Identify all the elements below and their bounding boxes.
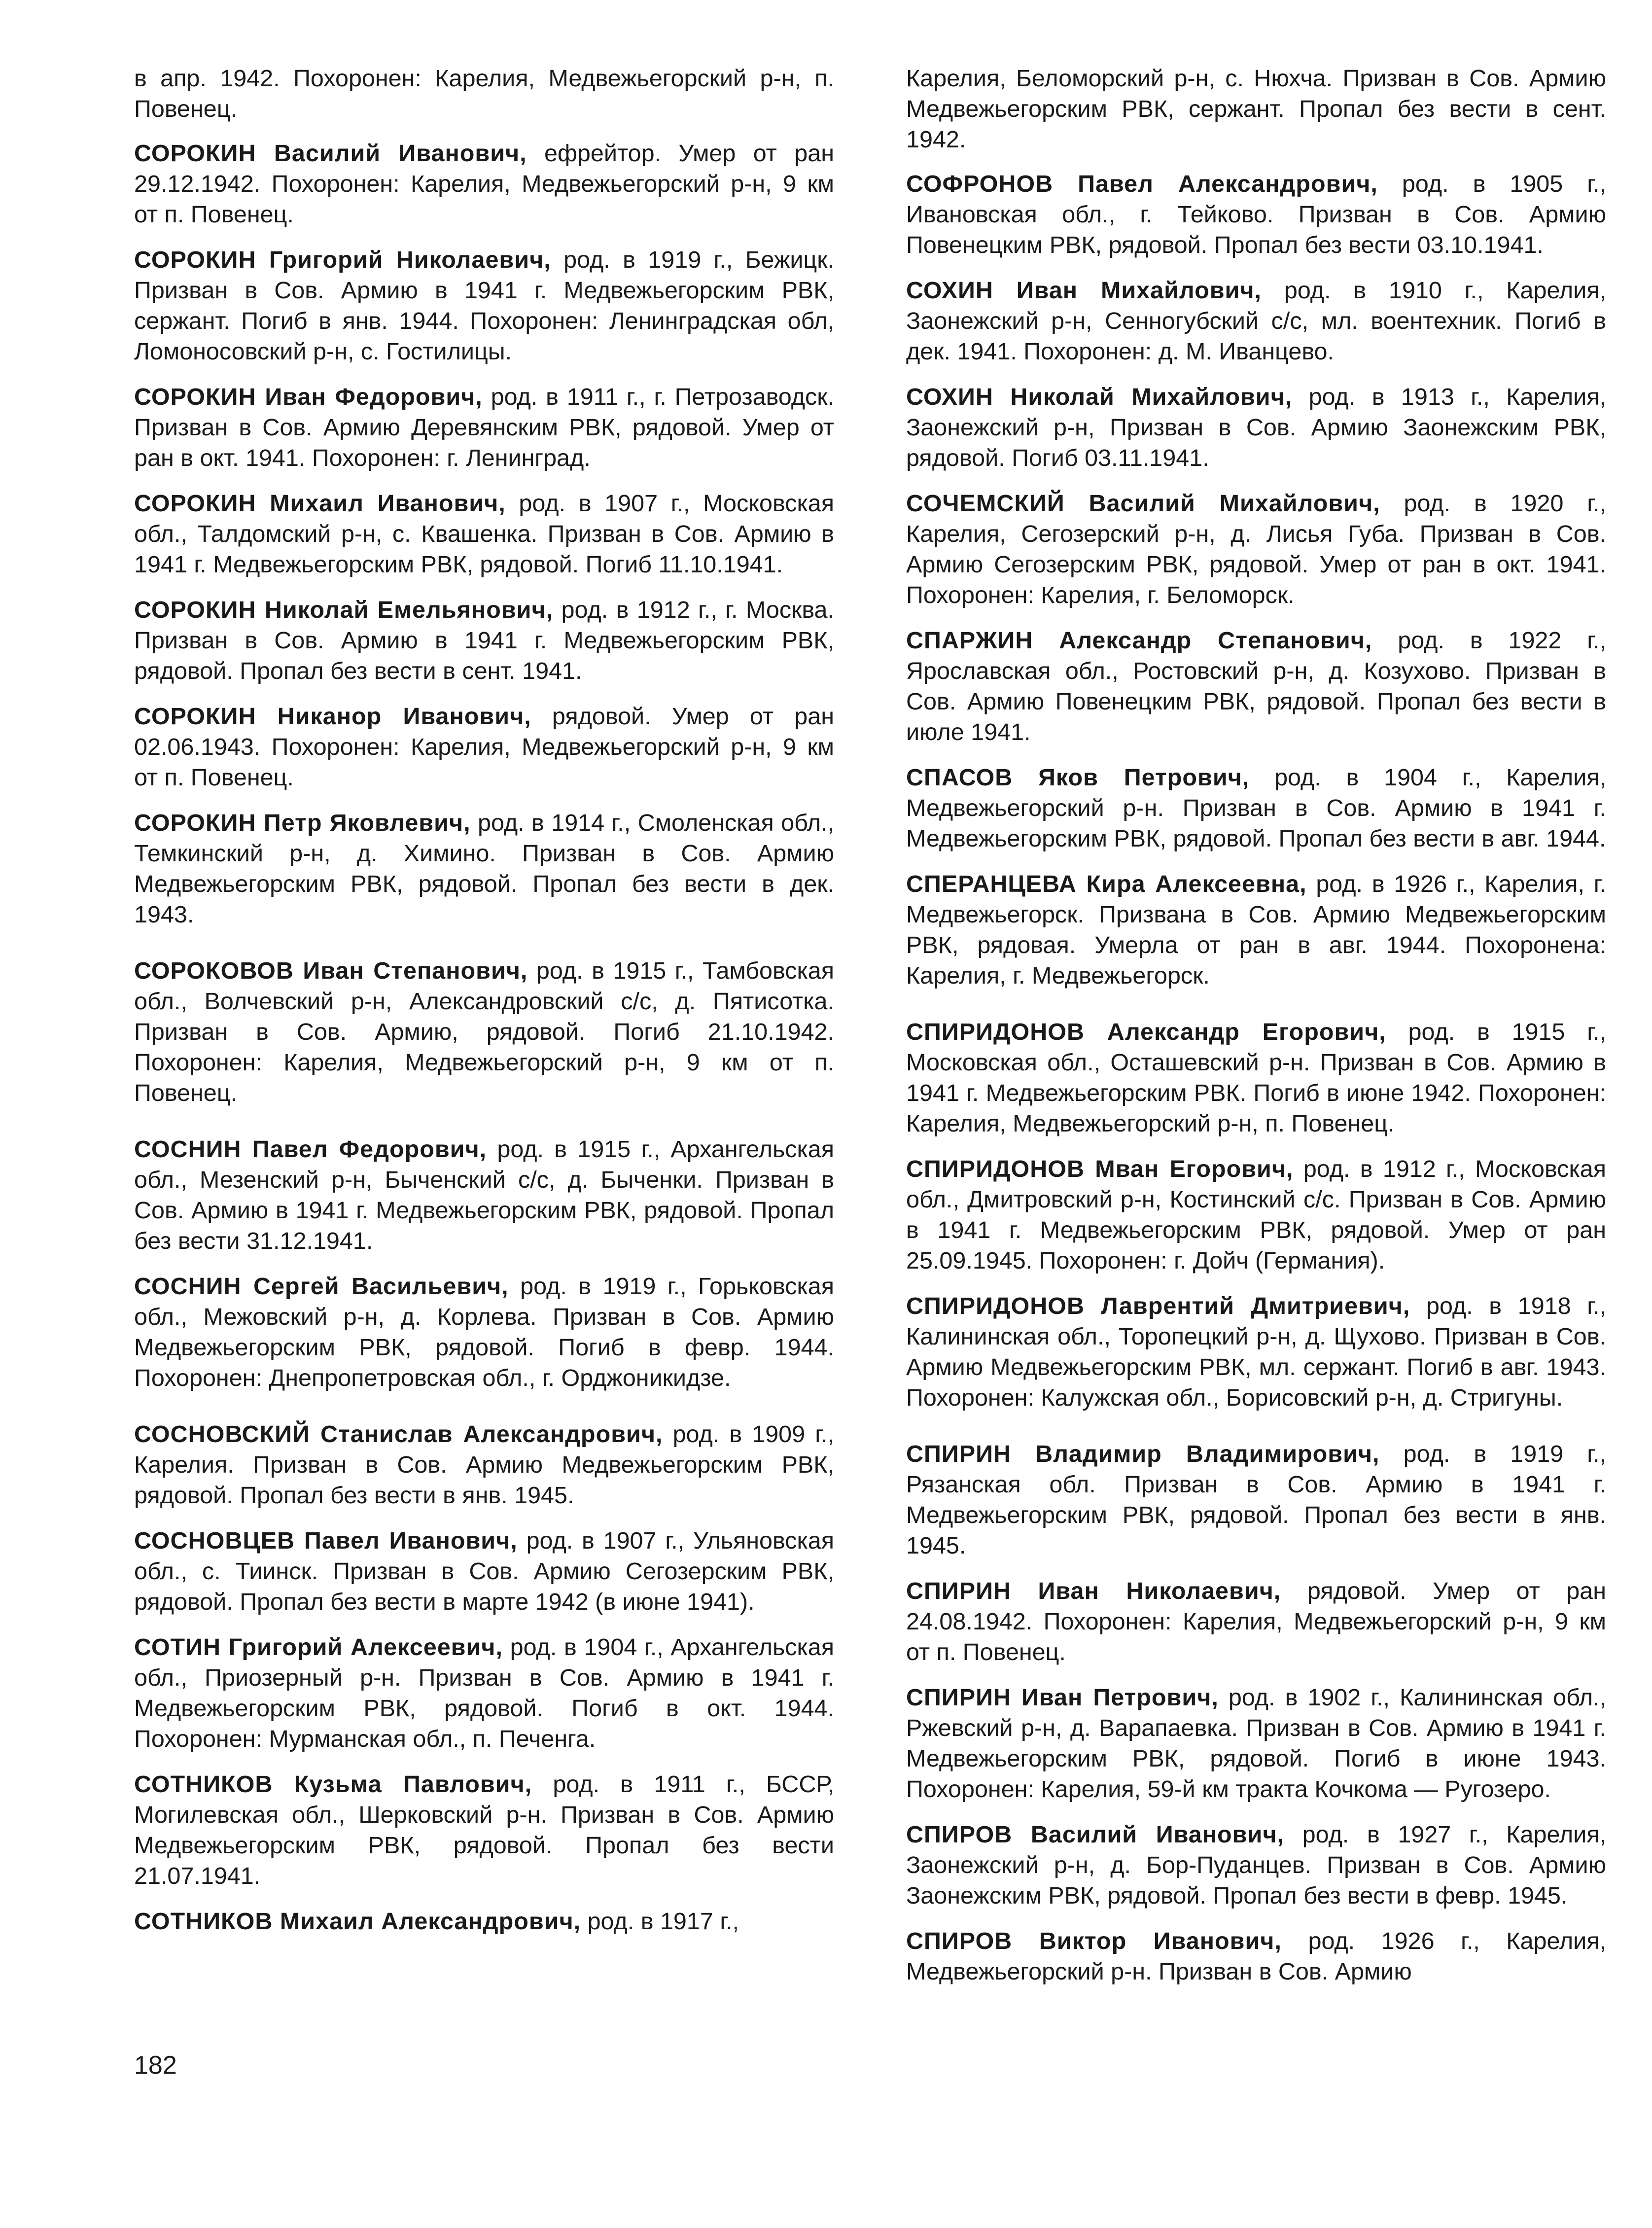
entry-text: род. в 1902 г., Калининская обл., Ржевский р-н, д. Варапаевка. Призван в Сов. Армию в 1941 г. Медвежьегорским РВК, рядовой. Погиб в июне 1943. Похоронен: Карелия, 59-й км тракта Кочкома — Ругозеро.: [906, 1684, 1606, 1803]
list-item: [906, 63, 1606, 155]
list-item: [134, 1632, 834, 1754]
list-item: [906, 762, 1606, 854]
entry-name: СОСНОВЦЕВ Павел Иванович,: [134, 1527, 518, 1554]
list-item: [134, 488, 834, 580]
entry-text: род. в 1905 г., Ивановская обл., г. Тейково. Призван в Сов. Армию Повенецким РВК, рядовой. Пропал без вести 03.10.1941.: [906, 171, 1606, 258]
entry-text: род. в 1911 г., БССР, Могилевская обл., Шерковский р-н. Призван в Сов. Армию Медвежьегорским РВК, рядовой. Пропал без вести 21.07.1941.: [134, 1771, 834, 1889]
entry-name: СОРОКИН Михаил Иванович,: [134, 490, 506, 517]
list-item: [906, 1819, 1606, 1911]
entry-text: род. 1926 г., Карелия, Медвежьегорский р-н. Призван в Сов. Армию: [906, 1928, 1607, 1985]
list-item: [906, 275, 1606, 367]
entry-name: СПИРИДОНОВ Мван Егорович,: [906, 1156, 1294, 1182]
entry-name: СОТНИКОВ Михаил Александрович,: [134, 1908, 581, 1935]
entry-name: СОФРОНОВ Павел Александрович,: [906, 171, 1378, 197]
entry-name: СПИРОВ Василий Иванович,: [906, 1821, 1284, 1848]
page-number: 182: [134, 2051, 177, 2080]
list-item: [134, 382, 834, 473]
list-item: [906, 169, 1606, 260]
entry-text: род. в 1915 г., Архангельская обл., Мезенский р-н, Быченский с/с, д. Быченки. Призван в Сов. Армию в 1941 г. Медвежьегорским РВК, рядовой. Пропал без вести 31.12.1941.: [134, 1136, 834, 1254]
list-item: [134, 138, 834, 230]
list-item: [134, 955, 834, 1108]
entry-text: род. в 1904 г., Архангельская обл., Приозерный р-н. Призван в Сов. Армию в 1941 г. Медвежьегорским РВК, рядовой. Погиб в окт. 1944. Похоронен: Мурманская обл., п. Печенга.: [134, 1634, 834, 1752]
list-item: [906, 382, 1606, 473]
entry-name: СПИРИН Владимир Владимирович,: [906, 1441, 1380, 1467]
entry-text: род. в 1927 г., Карелия, Заонежский р-н, д. Бор-Пуданцев. Призван в Сов. Армию Заонежским РВК, рядовой. Пропал без вести в февр. 1945.: [906, 1821, 1606, 1909]
entry-text: Карелия, Беломорский р-н, с. Нюхча. Призван в Сов. Армию Медвежьегорским РВК, сержант. Пропал без вести в сент. 1942.: [906, 65, 1606, 153]
list-item: [134, 63, 834, 124]
list-item: [134, 808, 834, 930]
list-item: [906, 1154, 1606, 1276]
left-column: [134, 63, 834, 1951]
entry-text: род. в 1907 г., Ульяновская обл., с. Тиинск. Призван в Сов. Армию Сегозерским РВК, рядовой. Пропал без вести в марте 1942 (в июне 1941).: [134, 1527, 834, 1615]
list-item: [906, 1682, 1606, 1804]
list-item: [134, 1906, 834, 1937]
list-item: [906, 1576, 1606, 1667]
entry-text: род. в 1917 г.,: [587, 1908, 739, 1935]
list-item: [906, 488, 1606, 610]
list-item: [906, 869, 1606, 991]
entry-name: СОРОКИН Никанор Иванович,: [134, 703, 531, 730]
entry-text: рядовой. Умер от ран 24.08.1942. Похоронен: Карелия, Медвежьегорский р-н, 9 км от п. Повенец.: [906, 1578, 1606, 1665]
entry-name: СПЕРАНЦЕВА Кира Алексеевна,: [906, 871, 1307, 897]
list-item: [906, 1926, 1606, 1987]
entry-text: род. в 1907 г., Московская обл., Талдомский р-н, с. Квашенка. Призван в Сов. Армию в 1941 г. Медвежьегорским РВК, рядовой. Погиб 11.10.1941.: [134, 490, 834, 578]
entry-name: СОРОКИН Николай Емельянович,: [134, 597, 554, 623]
entry-text: род. в 1922 г., Ярославская обл., Ростовский р-н, д. Козухово. Призван в Сов. Армию Повенецким РВК, рядовой. Пропал без вести в июле 1941.: [906, 627, 1606, 745]
entry-name: СПАРЖИН Александр Степанович,: [906, 627, 1372, 654]
entry-name: СОРОКОВОВ Иван Степанович,: [134, 957, 528, 984]
list-item: [134, 1134, 834, 1256]
entry-name: СОРОКИН Петр Яковлевич,: [134, 810, 471, 836]
entry-text: род. в 1918 г., Калининская обл., Торопецкий р-н, д. Щухово. Призван в Сов. Армию Медвежьегорским РВК, мл. сержант. Погиб в авг. 1943. Похоронен: Калужская обл., Борисовский р-н, д. Стригуны.: [906, 1293, 1606, 1411]
entry-name: СПИРИДОНОВ Лаврентий Дмитриевич,: [906, 1293, 1410, 1319]
list-item: [134, 595, 834, 686]
entry-name: СОХИН Иван Михайлович,: [906, 277, 1262, 304]
entry-name: СОХИН Николай Михайлович,: [906, 384, 1293, 410]
entry-name: СПАСОВ Яков Петрович,: [906, 764, 1250, 791]
entry-text: род. в 1914 г., Смоленская обл., Темкинский р-н, д. Химино. Призван в Сов. Армию Медвежьегорским РВК, рядовой. Пропал без вести в дек. 1943.: [134, 810, 834, 928]
entry-name: СОТИН Григорий Алексеевич,: [134, 1634, 503, 1661]
entry-text: рядовой. Умер от ран 02.06.1943. Похоронен: Карелия, Медвежьегорский р-н, 9 км от п. Повенец.: [134, 703, 834, 791]
entry-name: СОСНИН Сергей Васильевич,: [134, 1273, 509, 1300]
entry-text: род. в 1913 г., Карелия, Заонежский р-н, Призван в Сов. Армию Заонежским РВК, рядовой. Погиб 03.11.1941.: [906, 384, 1607, 471]
entry-text: род. в 1926 г., Карелия, г. Медвежьегорск. Призвана в Сов. Армию Медвежьегорским РВК, рядовая. Умерла от ран в авг. 1944. Похоронена: Карелия, г. Медвежьегорск.: [906, 871, 1606, 989]
list-item: [906, 625, 1606, 747]
entry-name: СПИРИН Иван Николаевич,: [906, 1578, 1281, 1604]
entry-name: СОТНИКОВ Кузьма Павлович,: [134, 1771, 532, 1798]
entry-text: ефрейтор. Умер от ран 29.12.1942. Похоронен: Карелия, Медвежьегорский р-н, 9 км от п. Повенец.: [134, 140, 834, 228]
list-item: [134, 1525, 834, 1617]
entry-text: в апр. 1942. Похоронен: Карелия, Медвежьегорский р-н, п. Повенец.: [134, 65, 834, 122]
entry-name: СОРОКИН Григорий Николаевич,: [134, 247, 551, 273]
entry-name: СОРОКИН Василий Иванович,: [134, 140, 527, 167]
list-item: [906, 1291, 1606, 1413]
right-column: [906, 63, 1606, 2002]
list-item: [134, 1419, 834, 1511]
entry-text: род. в 1919 г., Рязанская обл. Призван в Сов. Армию в 1941 г. Медвежьегорским РВК, рядовой. Пропал без вести в янв. 1945.: [906, 1441, 1606, 1559]
entry-name: СПИРИДОНОВ Александр Егорович,: [906, 1019, 1386, 1045]
entry-name: СПИРОВ Виктор Иванович,: [906, 1928, 1282, 1954]
list-item: [906, 1017, 1606, 1139]
entry-text: род. в 1912 г., г. Москва. Призван в Сов. Армию в 1941 г. Медвежьегорским РВК, рядовой. Пропал без вести в сент. 1941.: [134, 597, 834, 684]
entry-name: СОСНИН Павел Федорович,: [134, 1136, 487, 1163]
entry-text: род. в 1909 г., Карелия. Призван в Сов. Армию Медвежьегорским РВК, рядовой. Пропал без вести в янв. 1945.: [134, 1421, 834, 1509]
entry-text: род. в 1919 г., Горьковская обл., Межовский р-н, д. Корлева. Призван в Сов. Армию Медвежьегорским РВК, рядовой. Погиб в февр. 1944. Похоронен: Днепропетровская обл., г. Орджоникидзе.: [134, 1273, 834, 1391]
entry-name: СОРОКИН Иван Федорович,: [134, 384, 483, 410]
entry-text: род. в 1915 г., Московская обл., Осташевский р-н. Призван в Сов. Армию в 1941 г. Медвежьегорским РВК. Погиб в июне 1942. Похоронен: Карелия, Медвежьегорский р-н, п. Повенец.: [906, 1019, 1606, 1137]
entry-text: род. в 1912 г., Московская обл., Дмитровский р-н, Костинский с/с. Призван в Сов. Армию в 1941 г. Медвежьегорским РВК, рядовой. Умер от ран 25.09.1945. Похоронен: г. Дойч (Германия).: [906, 1156, 1606, 1274]
list-item: [134, 1769, 834, 1891]
entry-text: род. в 1911 г., г. Петрозаводск. Призван в Сов. Армию Деревянским РВК, рядовой. Умер от ран в окт. 1941. Похоронен: г. Ленинград.: [134, 384, 834, 471]
entry-name: СОСНОВСКИЙ Станислав Александрович,: [134, 1421, 663, 1448]
entry-name: СПИРИН Иван Петрович,: [906, 1684, 1219, 1711]
entry-name: СОЧЕМСКИЙ Василий Михайлович,: [906, 490, 1380, 517]
entry-text: род. в 1920 г., Карелия, Сегозерский р-н, д. Лисья Губа. Призван в Сов. Армию Сегозерским РВК, рядовой. Умер от ран в окт. 1941. Похоронен: Карелия, г. Беломорск.: [906, 490, 1606, 608]
list-item: [906, 1439, 1606, 1561]
list-item: [134, 701, 834, 793]
list-item: [134, 1271, 834, 1393]
entry-text: род. в 1919 г., Бежицк. Призван в Сов. Армию в 1941 г. Медвежьегорским РВК, сержант. Погиб в янв. 1944. Похоронен: Ленинградская обл, Ломоносовский р-н, с. Гостилицы.: [134, 247, 834, 365]
list-item: [134, 245, 834, 367]
entry-text: род. в 1915 г., Тамбовская обл., Волчевский р-н, Александровский с/с, д. Пятисотка. Призван в Сов. Армию, рядовой. Погиб 21.10.1942. Похоронен: Карелия, Медвежьегорский р-н, 9 км от п. Повенец.: [134, 957, 834, 1106]
entry-text: род. в 1910 г., Карелия, Заонежский р-н, Сенногубский с/с, мл. воентехник. Погиб в дек. 1941. Похоронен: д. М. Иванцево.: [906, 277, 1606, 365]
entry-text: род. в 1904 г., Карелия, Медвежьегорский р-н. Призван в Сов. Армию в 1941 г. Медвежьегорским РВК, рядовой. Пропал без вести в авг. 1944.: [906, 764, 1606, 852]
